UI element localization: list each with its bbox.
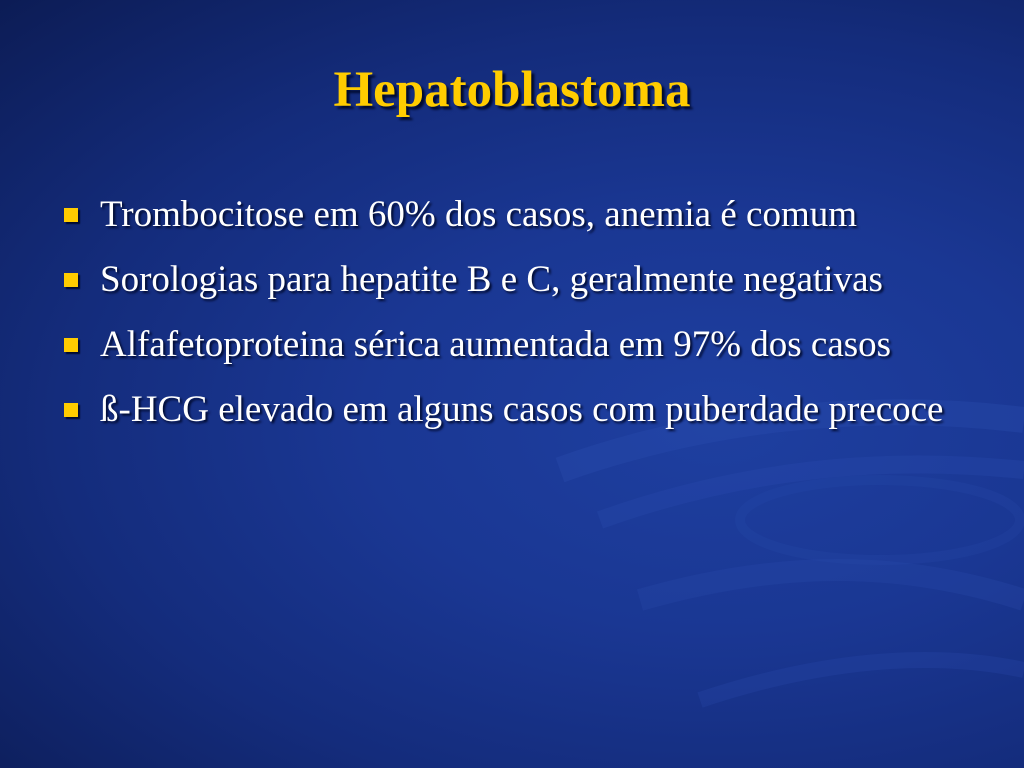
bullet-item — [60, 318, 990, 372]
bullet-item — [60, 383, 990, 437]
bullet-text: Sorologias para hepatite B e C, geralmente negativas — [100, 259, 883, 300]
square-bullet-icon — [64, 338, 78, 352]
square-bullet-icon — [64, 273, 78, 287]
bullet-text: Trombocitose em 60% dos casos, anemia é comum — [100, 194, 858, 235]
square-bullet-icon — [64, 403, 78, 417]
bullet-text: ß-HCG elevado em alguns casos com puberdade precoce — [100, 389, 944, 430]
bullet-item — [60, 253, 990, 307]
slide-title: Hepatoblastoma — [333, 62, 691, 118]
bullet-text: Alfafetoproteina sérica aumentada em 97% dos casos — [100, 324, 892, 365]
bullet-list — [60, 188, 990, 448]
bullet-item — [60, 188, 990, 242]
square-bullet-icon — [64, 208, 78, 222]
